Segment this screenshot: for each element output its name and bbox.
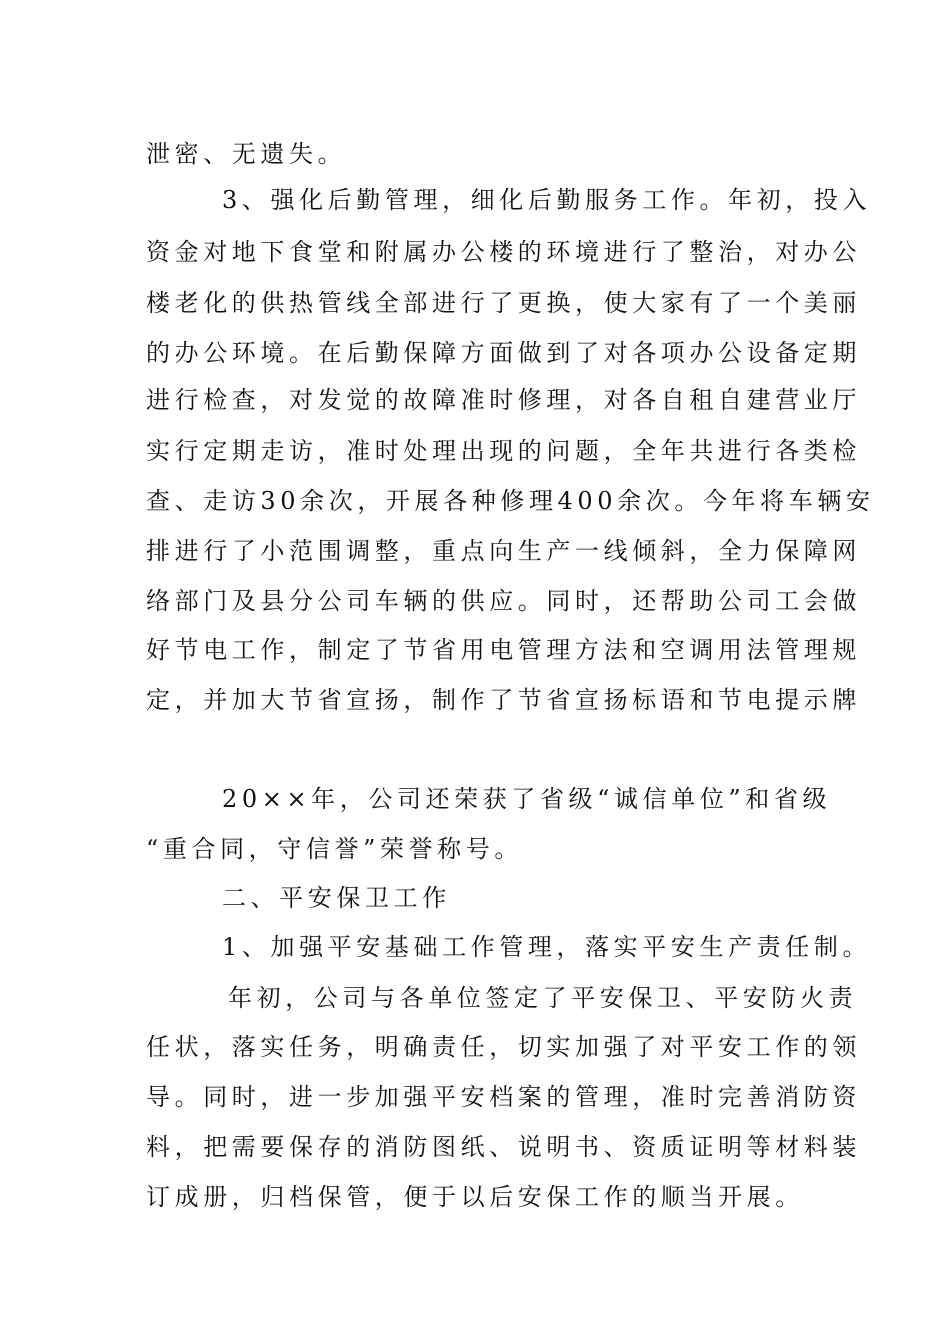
text-line-6: 进行检查，对发觉的故障准时修理，对各自租自建营业厅 — [146, 386, 861, 414]
text-line-21: 订成册，归档保管，便于以后安保工作的顺当开展。 — [146, 1183, 804, 1211]
text-line-7: 实行定期走访，准时处理出现的问题，全年共进行各类检 — [146, 437, 861, 465]
text-line-5: 的办公环境。在后勤保障方面做到了对各项办公设备定期 — [146, 339, 861, 367]
text-line-10: 络部门及县分公司车辆的供应。同时，还帮助公司工会做 — [146, 587, 861, 615]
text-line-19: 导。同时，进一步加强平安档案的管理，准时完善消防资 — [146, 1083, 861, 1111]
text-line-14: “重合同，守信誉”荣誉称号。 — [146, 835, 523, 863]
text-line-2: 3、强化后勤管理，细化后勤服务工作。年初，投入 — [222, 186, 872, 214]
text-line-13: 20××年，公司还荣获了省级“诚信单位”和省级 — [222, 785, 832, 813]
text-line-3: 资金对地下食堂和附属办公楼的环境进行了整治，对办公 — [146, 238, 861, 266]
text-line-12: 定，并加大节省宣扬，制作了节省宣扬标语和节电提示牌 — [146, 686, 861, 714]
text-line-11: 好节电工作，制定了节省用电管理方法和空调用法管理规 — [146, 636, 861, 664]
text-line-9: 排进行了小范围调整，重点向生产一线倾斜，全力保障网 — [146, 537, 861, 565]
text-line-17: 年初，公司与各单位签定了平安保卫、平安防火责 — [228, 984, 858, 1012]
section-heading: 二、平安保卫工作 — [222, 884, 451, 912]
text-line-8: 查、走访30余次，开展各种修理400余次。今年将车辆安 — [146, 487, 875, 515]
text-line-18: 任状，落实任务，明确责任，切实加强了对平安工作的领 — [146, 1033, 861, 1061]
text-line-16: 1、加强平安基础工作管理，落实平安生产责任制。 — [222, 933, 872, 961]
text-line-4: 楼老化的供热管线全部进行了更换，使大家有了一个美丽 — [146, 289, 861, 317]
text-line-20: 料，把需要保存的消防图纸、说明书、资质证明等材料装 — [146, 1133, 861, 1161]
text-line-1: 泄密、无遗失。 — [146, 140, 347, 168]
